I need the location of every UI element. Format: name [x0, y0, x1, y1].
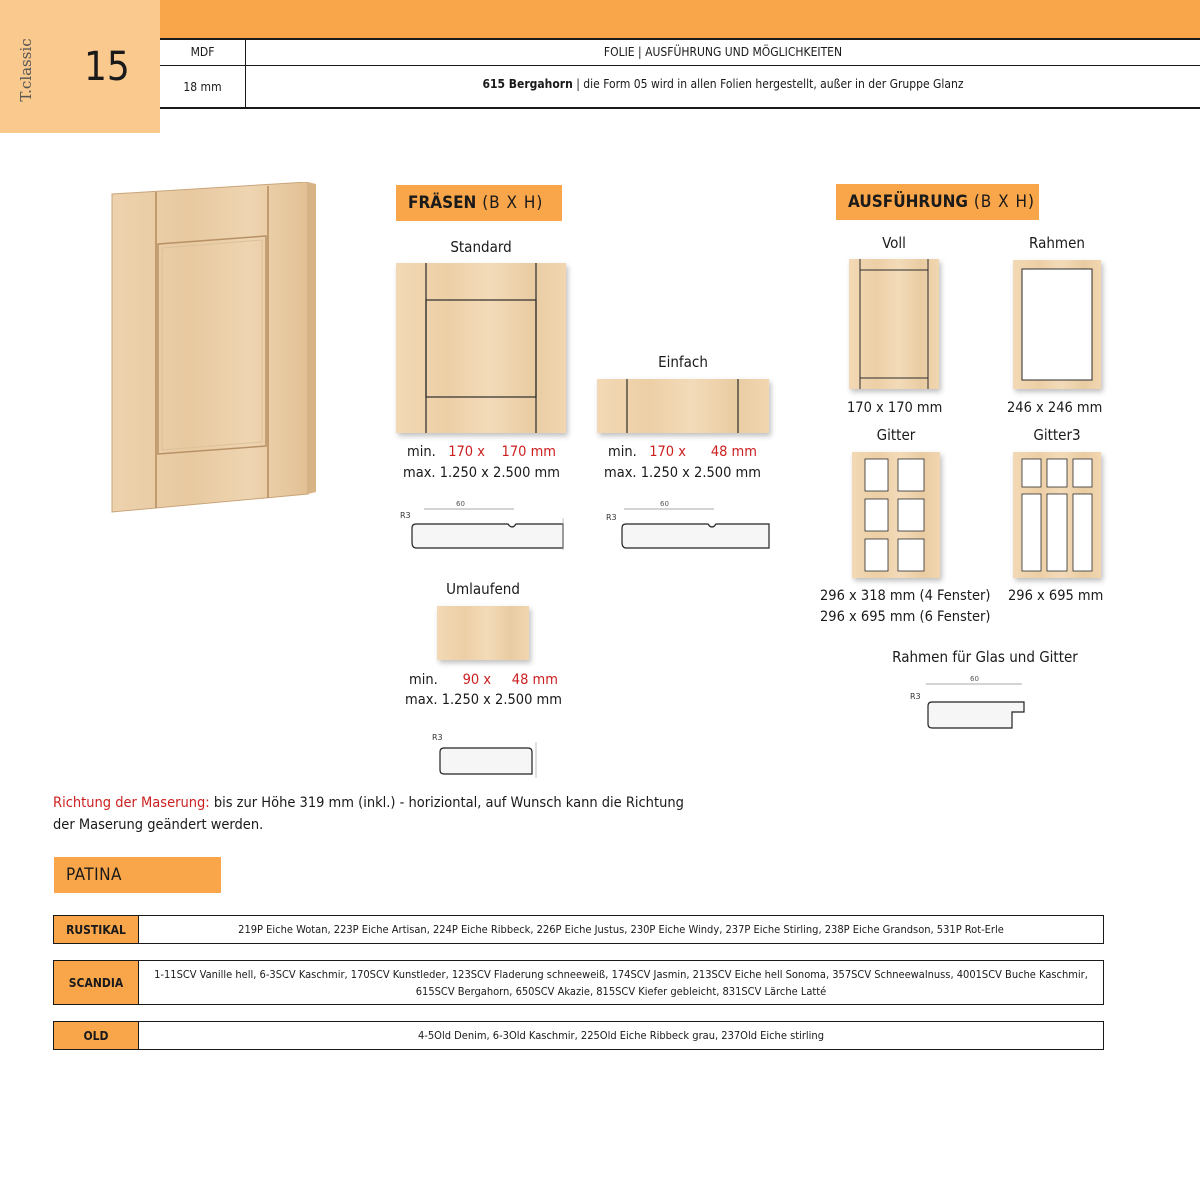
- gitter-size-1: 296 x 318 mm (4 Fenster): [820, 588, 991, 604]
- profile-radius-label: R3: [432, 733, 443, 742]
- patina-row-value-line: 615SCV Bergahorn, 650SCV Akazie, 815SCV Kiefer gebleicht, 831SCV Lärche Latté: [415, 984, 827, 998]
- section-title: FOLIE | AUSFÜHRUNG UND MÖGLICHKEITEN: [603, 45, 843, 59]
- voll-sample: [849, 259, 939, 389]
- patina-row-value: 219P Eiche Wotan, 223P Eiche Artisan, 224P Eiche Ribbeck, 226P Eiche Justus, 230P Eiche Windy, 237P Eiche Stirling, 238P Eiche Grandson, 531P Rot-Erle: [238, 923, 1004, 936]
- patina-row-key: RUSTIKAL: [54, 916, 139, 943]
- standard-sample: [396, 263, 566, 433]
- gitter3-size: 296 x 695 mm: [1008, 588, 1104, 604]
- decor-remark: | die Form 05 wird in allen Folien hergestellt, außer in der Gruppe Glanz: [572, 77, 964, 91]
- header-divider: [160, 38, 1200, 40]
- material-thickness: 18 mm: [183, 80, 222, 94]
- gitter3-caption: Gitter3: [1033, 426, 1081, 444]
- umlaufend-max: max. 1.250 x 2.500 mm: [405, 692, 562, 708]
- header-divider: [160, 65, 1200, 66]
- umlaufend-profile: [430, 728, 540, 780]
- page-number: 15: [84, 44, 130, 90]
- voll-size: 170 x 170 mm: [847, 400, 943, 416]
- gitter-size-2: 296 x 695 mm (6 Fenster): [820, 609, 991, 625]
- einfach-sample: [597, 379, 769, 433]
- gitter3-sample: [1013, 452, 1101, 578]
- einfach-caption: Einfach: [658, 353, 708, 371]
- header-divider: [160, 107, 1200, 109]
- patina-row-key: OLD: [54, 1022, 139, 1049]
- patina-row-value: 4-5Old Denim, 6-3Old Kaschmir, 225Old Eiche Ribbeck grau, 237Old Eiche stirling: [418, 1029, 824, 1042]
- patina-row-key: SCANDIA: [54, 961, 139, 1004]
- patina-row-rustikal: [53, 915, 1104, 944]
- standard-max: max. 1.250 x 2.500 mm: [403, 465, 560, 481]
- patina-row-old: [53, 1021, 1104, 1050]
- decor-name: 615 Bergahorn: [482, 77, 573, 91]
- profile-radius-label: R3: [400, 511, 411, 520]
- einfach-profile: [604, 496, 774, 552]
- profile-radius-label: R3: [606, 513, 617, 522]
- einfach-min: min. 170 x 48 mm: [608, 444, 757, 460]
- standard-min: min. 170 x 170 mm: [407, 444, 556, 460]
- umlaufend-sample: [437, 606, 529, 660]
- umlaufend-min: min. 90 x 48 mm: [409, 672, 558, 688]
- rahmen-size: 246 x 246 mm: [1007, 400, 1103, 416]
- einfach-max: max. 1.250 x 2.500 mm: [604, 465, 761, 481]
- patina-row-value-line: 1-11SCV Vanille hell, 6-3SCV Kaschmir, 170SCV Kunstleder, 123SCV Fladerung schneeweiß, 174SCV Jasmin, 213SCV Eiche hell Sonoma, 357SCV Schneewalnuss, 4001SCV Buche Kaschmir,: [154, 967, 1088, 981]
- rahmen-glas-caption: Rahmen für Glas und Gitter: [892, 648, 1078, 666]
- profile-radius-label: R3: [910, 692, 921, 701]
- profile-width-label: 60: [660, 500, 669, 508]
- grain-direction-note: [53, 792, 733, 836]
- rahmen-sample: [1013, 260, 1101, 389]
- patina-row-scandia: [53, 960, 1104, 1005]
- material-label: MDF: [190, 45, 215, 59]
- rahmen-glas-profile: [908, 672, 1038, 732]
- grain-note-text: bis zur Höhe 319 mm (inkl.) - horiziontal, auf Wunsch kann die Richtung: [209, 795, 684, 811]
- gitter-caption: Gitter: [876, 426, 916, 444]
- brand-logo: T.classic: [17, 38, 35, 102]
- profile-width-label: 60: [456, 500, 465, 508]
- profile-width-label: 60: [970, 675, 979, 683]
- fraesen-heading: FRÄSEN (B X H): [396, 185, 562, 221]
- patina-row-value: [139, 961, 1103, 1004]
- rahmen-caption: Rahmen: [1029, 234, 1085, 252]
- page-number-box: [0, 0, 160, 133]
- decor-description: [246, 77, 1200, 91]
- header-band: [160, 0, 1200, 38]
- door-preview: [108, 182, 320, 514]
- standard-caption: Standard: [450, 238, 512, 256]
- grain-note-text-2: der Maserung geändert werden.: [53, 817, 264, 833]
- grain-note-label: Richtung der Maserung:: [53, 795, 210, 811]
- patina-heading: PATINA: [54, 857, 221, 893]
- voll-caption: Voll: [882, 234, 906, 252]
- umlaufend-caption: Umlaufend: [446, 580, 520, 598]
- ausfuehrung-heading: AUSFÜHRUNG (B X H): [836, 184, 1039, 220]
- gitter-sample: [852, 452, 940, 578]
- standard-profile: [398, 496, 568, 552]
